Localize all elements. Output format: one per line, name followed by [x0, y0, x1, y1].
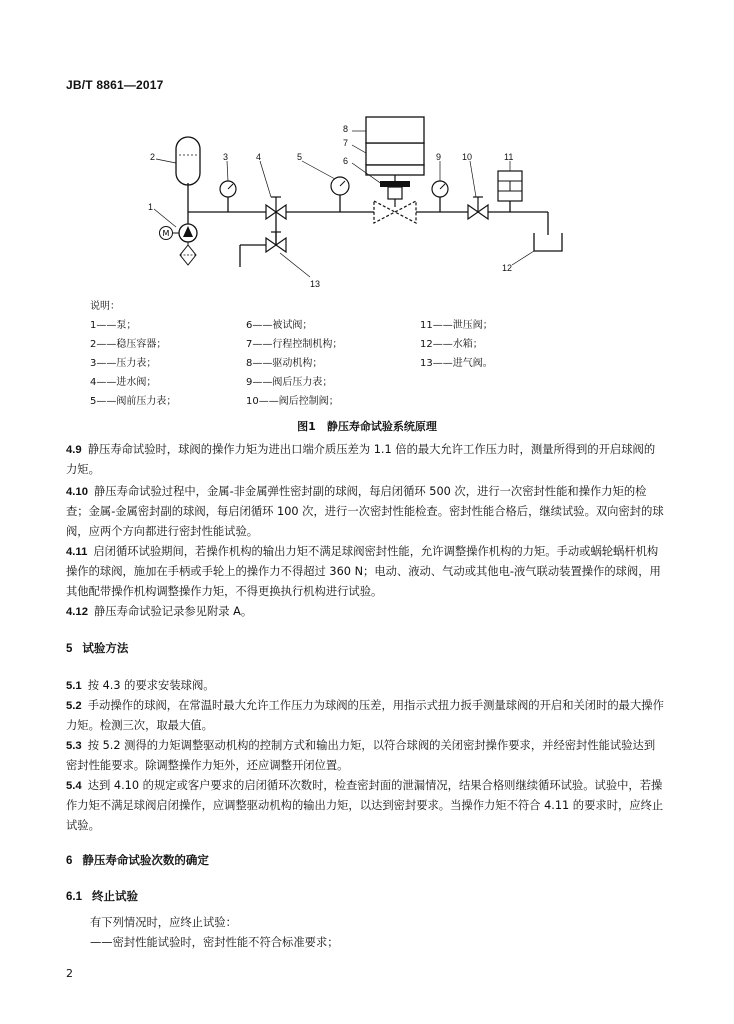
stroke-control [366, 143, 424, 165]
legend-item: 7——行程控制机构； [246, 339, 343, 350]
legend-item: 11——泄压阀； [420, 320, 493, 331]
diagram-label: 11 [504, 152, 514, 162]
paragraph-4-12 [66, 602, 664, 622]
diagram-label: 6 [343, 156, 349, 166]
diagram-label: 1 [148, 202, 154, 212]
legend-item: 3——压力表； [90, 358, 157, 369]
clause-number: 4.12 [66, 606, 88, 618]
legend-item: 10——阀后控制阀； [246, 396, 339, 407]
drive-mechanism [366, 117, 424, 143]
clause-number: 5.3 [66, 740, 82, 752]
clause-text: 静压寿命试验记录参见附录 A。 [94, 605, 253, 618]
legend-item: 4——进水阀； [90, 377, 157, 388]
paragraph-6-1-intro: 有下列情况时，应终止试验： [90, 916, 237, 929]
diagram-label: 12 [502, 263, 513, 273]
section-title: 静压寿命试验次数的确定 [82, 853, 209, 867]
clause-text: 静压寿命试验时，球阀的操作力矩为进出口端介质压差为 1.1 倍的最大允许工作压力时，测量所得到的开启球阀的力矩。 [66, 443, 656, 476]
page-number: 2 [66, 967, 73, 980]
diagram-label: 13 [310, 279, 321, 289]
clause-number: 4.11 [66, 546, 88, 558]
legend-item: 5——阀前压力表； [90, 396, 177, 407]
clause-text: 按 4.3 的要求安装球阀。 [87, 679, 215, 692]
diagram-label: 7 [343, 138, 349, 148]
section-number: 5 [66, 643, 73, 655]
clause-text: 静压寿命试验过程中，金属-非金属弹性密封副的球阀，每启闭循环 500 次，进行一次密封性能和操作力矩的检查；金属-金属密封副的球阀，每启闭循环 100 次，进行一次密封性能检查。密封性能合格后，继续试验。双向密封的球阀，应两个方向都进行密封性能试验。 [66, 485, 664, 538]
paragraph-5-1 [66, 676, 664, 696]
system-diagram [130, 115, 590, 300]
clause-number: 4.10 [66, 486, 88, 498]
legend-item: 6——被试阀； [246, 320, 313, 331]
legend-item: 12——水箱； [420, 339, 483, 350]
paragraph-5-3 [66, 736, 664, 776]
diagram-label: 9 [436, 152, 442, 162]
clause-text: 启闭循环试验期间，若操作机构的输出力矩不满足球阀密封性能，允许调整操作机构的力矩。手动或蜗轮蜗杆机构操作的球阀，施加在手柄或手轮上的操作力不得超过 360 N；电动、液动、气动或其他电-液气联动装置操作的球阀，用其他配带操作机构调整操作力矩，不得更换执行机构进行试验。 [66, 545, 661, 598]
section-heading-6-1 [66, 888, 138, 904]
legend-item: 9——阀后压力表； [246, 377, 333, 388]
section-number: 6 [66, 855, 73, 867]
section-heading-6 [66, 852, 209, 868]
legend-item: 1——泵； [90, 320, 137, 331]
clause-number: 4.9 [66, 444, 82, 456]
diagram-label: 4 [256, 152, 262, 162]
paragraph-4-10 [66, 482, 664, 542]
clause-number: 5.1 [66, 680, 82, 692]
paragraph-5-2 [66, 696, 664, 736]
clause-number: 5.4 [66, 780, 82, 792]
section-title: 试验方法 [82, 641, 129, 655]
section-heading-5 [66, 640, 128, 656]
diagram-label: 8 [343, 124, 349, 134]
water-tank [534, 233, 562, 251]
figure-caption: 图1 静压寿命试验系统原理 [297, 420, 437, 433]
clause-text: 达到 4.10 的规定或客户要求的启闭循环次数时，检查密封面的泄漏情况，结果合格则继续循环试验。试验中，若操作力矩不满足球阀启闭操作，应调整驱动机构的输出力矩，以达到密封要求。当操作力矩不符合 4.11 的要求时，应终止试验。 [66, 779, 664, 832]
diagram-label: 3 [223, 152, 229, 162]
diagram-label: 2 [150, 152, 156, 162]
section-title: 终止试验 [92, 889, 138, 903]
clause-text: 按 5.2 测得的力矩调整驱动机构的控制方式和输出力矩，以符合球阀的关闭密封操作要求，并经密封性能试验达到密封性能要求。除调整操作力矩外，还应调整开闭位置。 [66, 739, 656, 772]
paragraph-4-9 [66, 440, 664, 480]
section-number: 6.1 [66, 891, 82, 903]
legend-item: 8——驱动机构； [246, 358, 323, 369]
legend-item: 2——稳压容器； [90, 339, 167, 350]
paragraph-4-11 [66, 542, 664, 602]
paragraph-5-4 [66, 776, 664, 836]
clause-number: 5.2 [66, 700, 82, 712]
pressure-vessel [176, 137, 200, 185]
legend-title: 说明： [90, 301, 120, 312]
diagram-label: 5 [297, 152, 303, 162]
diagram-label: 10 [462, 152, 473, 162]
legend-item: 13——进气阀。 [420, 358, 493, 369]
standard-number: JB/T 8861—2017 [66, 78, 164, 92]
clause-text: 手动操作的球阀，在常温时最大允许工作压力为球阀的压差，用指示式扭力扳手测量球阀的开启和关闭时的最大操作力矩。检测三次，取最大值。 [66, 699, 664, 732]
paragraph-6-1-item: ——密封性能试验时，密封性能不符合标准要求； [90, 936, 339, 949]
motor-symbol: M [162, 229, 170, 238]
